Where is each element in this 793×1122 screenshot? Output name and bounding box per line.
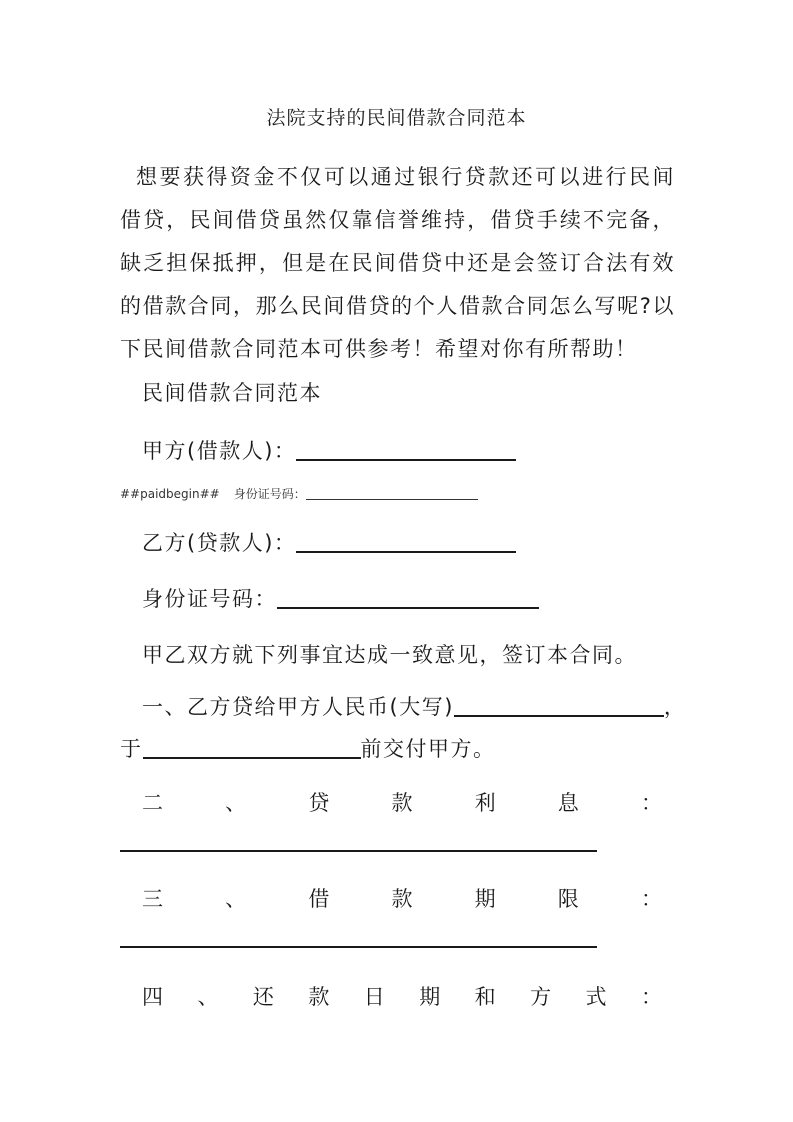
id-small-blank <box>306 487 478 500</box>
clause-4-char: 日 <box>363 985 385 1009</box>
clause-3-char: 款 <box>391 887 413 911</box>
clause-1-text: 一、乙方贷给甲方人民币(大写) <box>142 695 454 719</box>
clause-3-heading <box>142 884 662 914</box>
clause-1-line-2 <box>120 734 496 764</box>
document-title: 法院支持的民间借款合同范本 <box>266 107 527 129</box>
clause-4-heading <box>142 982 662 1012</box>
clause-2-char: ： <box>640 791 662 815</box>
clause-3-char: 、 <box>225 887 247 911</box>
party-a-label: 甲方(借款人)： <box>142 439 297 463</box>
clause-3-blank <box>120 946 597 948</box>
party-b-line <box>142 528 516 558</box>
clause-2-blank <box>120 850 597 852</box>
id-small-label: 身份证号码： <box>233 487 306 501</box>
party-a-line <box>142 436 516 466</box>
clause-2-char: 贷 <box>308 791 330 815</box>
clause-3-char: 三 <box>142 887 163 911</box>
clause-1-date-blank <box>143 735 361 759</box>
clause-4-char: 四 <box>142 985 163 1009</box>
clause-4-char: 式 <box>585 985 607 1009</box>
clause-1-amount-blank <box>454 693 664 717</box>
id-number-label: 身份证号码： <box>142 587 277 611</box>
clause-1-comma: ， <box>663 695 687 719</box>
clause-3-char: 期 <box>474 887 496 911</box>
clause-4-char: 期 <box>419 985 441 1009</box>
agreement-line: 甲乙双方就下列事宜达成一致意见，签订本合同。 <box>142 643 637 667</box>
clause-3-char: ： <box>640 887 662 911</box>
clause-3-char: 借 <box>308 887 330 911</box>
party-b-blank <box>296 529 516 553</box>
party-a-blank <box>296 437 516 461</box>
clause-4-char: 方 <box>530 985 552 1009</box>
clause-4-char: ： <box>640 985 662 1009</box>
clause-2-char: 二 <box>142 791 163 815</box>
clause-2-char: 款 <box>391 791 413 815</box>
clause-3-char: 限 <box>557 887 579 911</box>
paid-marker: ##paidbegin## <box>120 487 220 501</box>
clause-1-post: 前交付甲方。 <box>360 737 496 761</box>
clause-2-heading <box>142 788 662 818</box>
clause-4-char: 和 <box>474 985 496 1009</box>
clause-1-line-1 <box>142 692 686 722</box>
contract-subtitle: 民间借款合同范本 <box>142 381 322 405</box>
id-number-line <box>142 584 539 614</box>
clause-4-char: 款 <box>308 985 330 1009</box>
clause-2-char: 利 <box>474 791 496 815</box>
id-number-blank <box>277 585 539 609</box>
paid-marker-line <box>120 484 478 504</box>
clause-2-char: 息 <box>557 791 579 815</box>
clause-1-pre: 于 <box>120 737 143 761</box>
party-b-label: 乙方(贷款人)： <box>142 531 297 555</box>
clause-4-char: 、 <box>197 985 219 1009</box>
intro-paragraph: 想要获得资金不仅可以通过银行贷款还可以进行民间借贷，民间借贷虽然仅靠信誉维持，借贷手续不完备，缺乏担保抵押，但是在民间借贷中还是会签订合法有效的借款合同，那么民间借贷的个人借款合同怎么写呢?以下民间借款合同范本可供参考！希望对你有所帮助！ <box>120 165 675 361</box>
clause-2-char: 、 <box>225 791 247 815</box>
clause-4-char: 还 <box>252 985 274 1009</box>
